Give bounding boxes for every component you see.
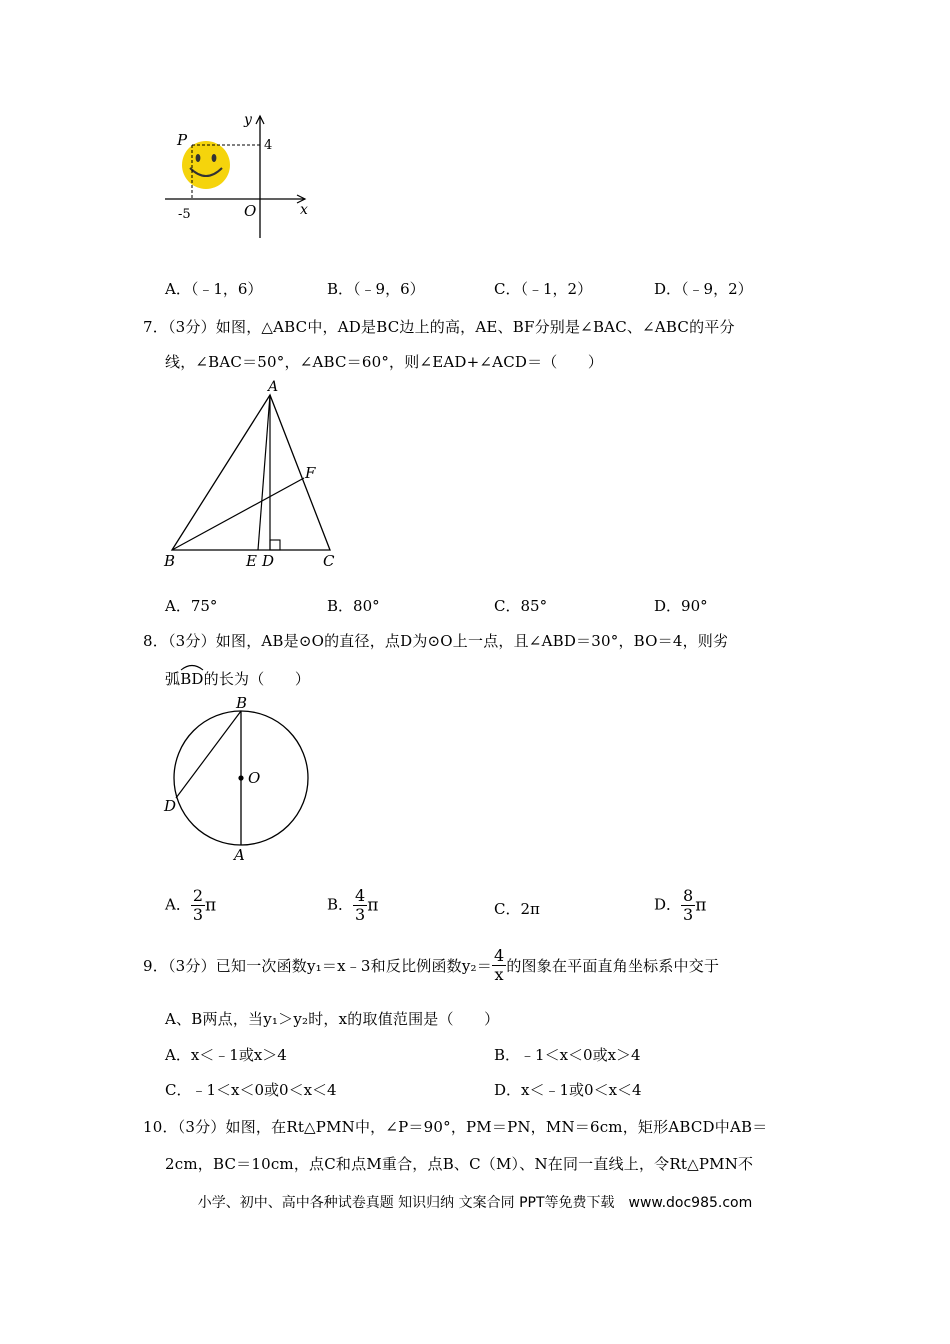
q8-line2-suffix: 的长为（ ） (203, 670, 311, 688)
fraction-numerator: 4 (493, 946, 505, 965)
q9-line1-suffix: 的图象在平面直角坐标系中交于 (506, 957, 720, 975)
label-d: D (262, 552, 275, 570)
arc-bd-label (180, 670, 203, 688)
smiley-face-icon (182, 141, 230, 189)
pi-symbol: π (367, 895, 379, 916)
q8-option-b[interactable] (327, 887, 378, 924)
q9-option-a[interactable]: A．x＜﹣1或x＞4 (165, 1046, 287, 1064)
tick-neg5: -5 (178, 207, 191, 222)
tick-4: 4 (264, 138, 273, 153)
option-prefix: A． (165, 895, 191, 914)
label-o: O (248, 769, 261, 787)
q8-text-line2 (165, 668, 310, 689)
label-x: x (300, 202, 308, 218)
fraction-denominator: x (494, 965, 504, 984)
fraction-numerator: 4 (355, 886, 366, 905)
pi-symbol: π (205, 895, 217, 916)
label-o: O (244, 202, 257, 220)
q9-option-d[interactable]: D．x＜﹣1或0＜x＜4 (494, 1081, 642, 1099)
fraction-denominator: 3 (192, 905, 204, 924)
label-b: B (236, 694, 248, 712)
q7-text-line1: 7．（3分）如图，△ABC中，AD是BC边上的高，AE、BF分别是∠BAC、∠ABC的平分 (143, 318, 735, 336)
q8-option-c[interactable]: C．2π (494, 900, 540, 918)
fraction-numerator: 2 (192, 886, 204, 905)
q10-text-line1: 10．（3分）如图，在Rt△PMN中，∠P＝90°，PM＝PN，MN＝6cm，矩形ABCD中AB＝ (143, 1118, 768, 1136)
fraction-denominator: 3 (683, 905, 694, 924)
q8-option-a[interactable] (165, 887, 216, 924)
q6-option-d[interactable]: D．（﹣9，2） (654, 280, 753, 298)
q8-option-d[interactable] (654, 887, 706, 924)
q7-triangle-figure (160, 378, 360, 578)
pi-symbol: π (695, 895, 707, 916)
q7-option-b[interactable]: B．80° (327, 597, 380, 615)
label-e: E (246, 552, 257, 570)
q9-text-line2: A、B两点，当y₁＞y₂时，x的取值范围是（ ） (165, 1010, 500, 1028)
q8-text-line1: 8．（3分）如图，AB是⊙O的直径，点D为⊙O上一点，且∠ABD＝30°，BO＝4，则劣 (143, 632, 729, 650)
q7-option-c[interactable]: C．85° (494, 597, 548, 615)
label-f: F (305, 464, 316, 482)
q8-circle-figure (160, 694, 320, 864)
fraction-denominator: 3 (355, 905, 366, 924)
q7-option-a[interactable]: A．75° (165, 597, 218, 615)
label-p: P (177, 131, 188, 149)
label-y: y (244, 112, 252, 128)
q9-text-line1 (143, 947, 719, 984)
fraction (191, 887, 205, 924)
option-prefix: B． (327, 895, 354, 914)
label-a: A (234, 846, 245, 864)
q8-line2-prefix: 弧 (165, 670, 181, 688)
label-d: D (164, 797, 177, 815)
fraction (353, 887, 367, 924)
label-a: A (268, 379, 279, 395)
q9-option-b[interactable]: B．﹣1＜x＜0或x＞4 (494, 1046, 641, 1064)
option-prefix: D． (654, 895, 682, 914)
q6-coordinate-figure (160, 108, 320, 248)
q10-text-line2: 2cm，BC＝10cm，点C和点M重合，点B、C（M）、N在同一直线上，令Rt△PMN不 (165, 1155, 754, 1173)
q6-option-a[interactable]: A．（﹣1，6） (165, 280, 263, 298)
arc-mark-icon (180, 663, 204, 671)
page-footer: 小学、初中、高中各种试卷真题 知识归纳 文案合同 PPT等免费下载 www.doc985.com (197, 1195, 753, 1211)
q7-option-d[interactable]: D．90° (654, 597, 708, 615)
q6-option-b[interactable]: B．（﹣9，6） (327, 280, 425, 298)
q9-line1-prefix: 9．（3分）已知一次函数y₁＝x﹣3和反比例函数y₂＝ (143, 957, 492, 975)
q7-text-line2: 线，∠BAC＝50°，∠ABC＝60°，则∠EAD+∠ACD＝（ ） (165, 353, 604, 371)
label-b: B (164, 552, 176, 570)
fraction-numerator: 8 (683, 886, 694, 905)
arc-bd-text: BD (180, 670, 204, 688)
fraction-4-over-x (492, 947, 506, 984)
label-c: C (323, 552, 335, 570)
q6-option-c[interactable]: C．（﹣1，2） (494, 280, 593, 298)
fraction (681, 887, 695, 924)
q9-option-c[interactable]: C．﹣1＜x＜0或0＜x＜4 (165, 1081, 337, 1099)
